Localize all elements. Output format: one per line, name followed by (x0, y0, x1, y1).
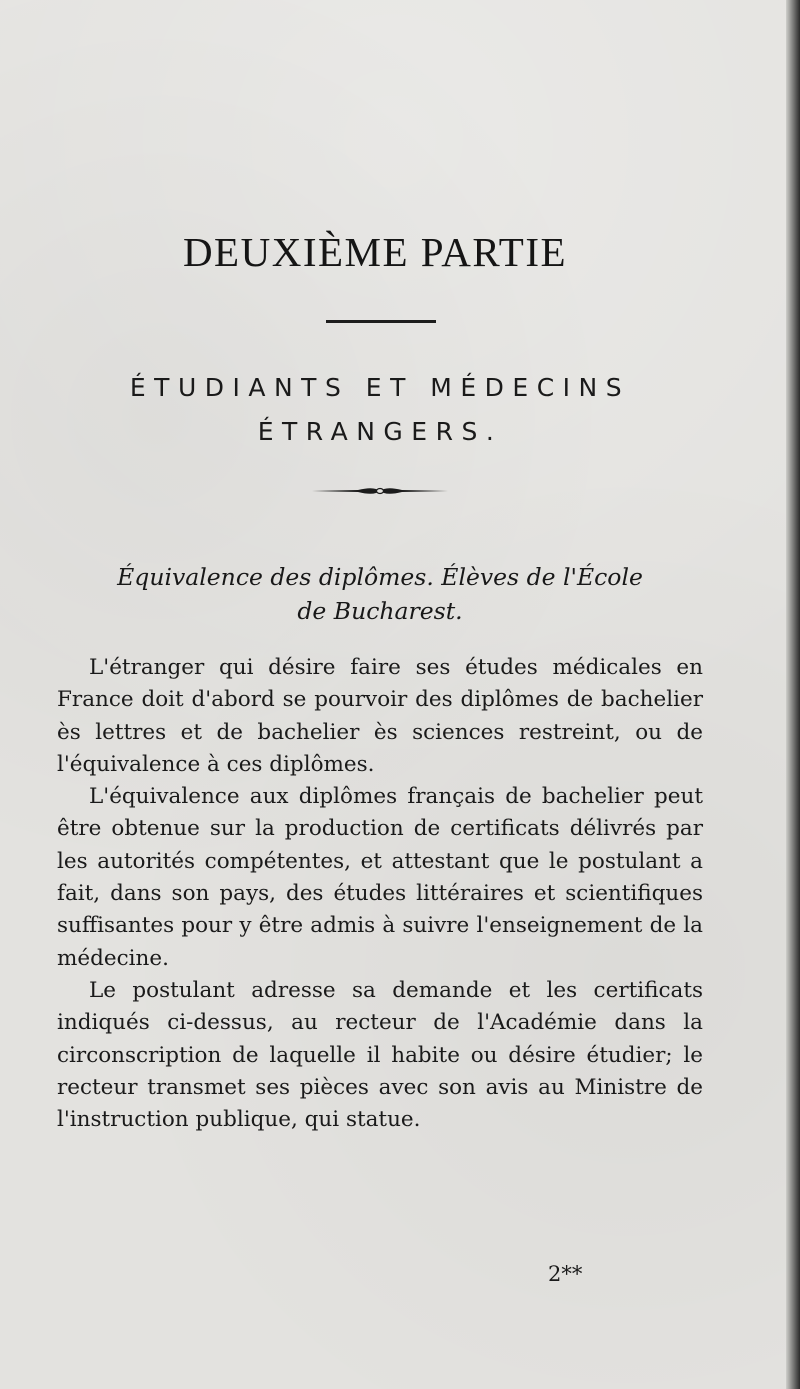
ornamental-rule (312, 484, 448, 498)
part-title: DEUXIÈME PARTIE (182, 229, 568, 275)
paragraph: L'étranger qui désire faire ses études médicales en France doit d'abord se pourvoir des diplômes de bachelier ès lettres et de bachelier ès sciences restreint, ou de l'équivalence à ces diplômes. (57, 655, 703, 777)
body-text (57, 652, 703, 1136)
subsection-title-line-2: de Bucharest. (297, 597, 463, 625)
section-heading (50, 366, 710, 454)
section-heading-line-2: ÉTRANGERS. (257, 417, 503, 446)
subsection-title (70, 560, 690, 628)
paragraph: Le postulant adresse sa demande et les certificats indiqués ci-dessus, au recteur de l'Académie dans la circonscription de laquelle il habite ou désire étudier; le recteur transmet ses pièces avec son avis au Ministre de l'instruction publique, qui statue. (57, 977, 703, 1133)
title-rule (326, 320, 436, 323)
section-heading-line-1: ÉTUDIANTS ET MÉDECINS (129, 373, 631, 402)
subsection-title-line-1: Équivalence des diplômes. Élèves de l'École (117, 563, 643, 591)
paragraph: L'équivalence aux diplômes français de bachelier peut être obtenue sur la production de certificats délivrés par les autorités compétentes, et attestant que le postulant a fait, dans son pays, des études littéraires et scientifiques suffisantes pour y être admis à suivre l'enseignement de la médecine. (57, 784, 703, 971)
page-edge-shadow (786, 0, 800, 1389)
signature-mark: 2** (548, 1262, 583, 1286)
